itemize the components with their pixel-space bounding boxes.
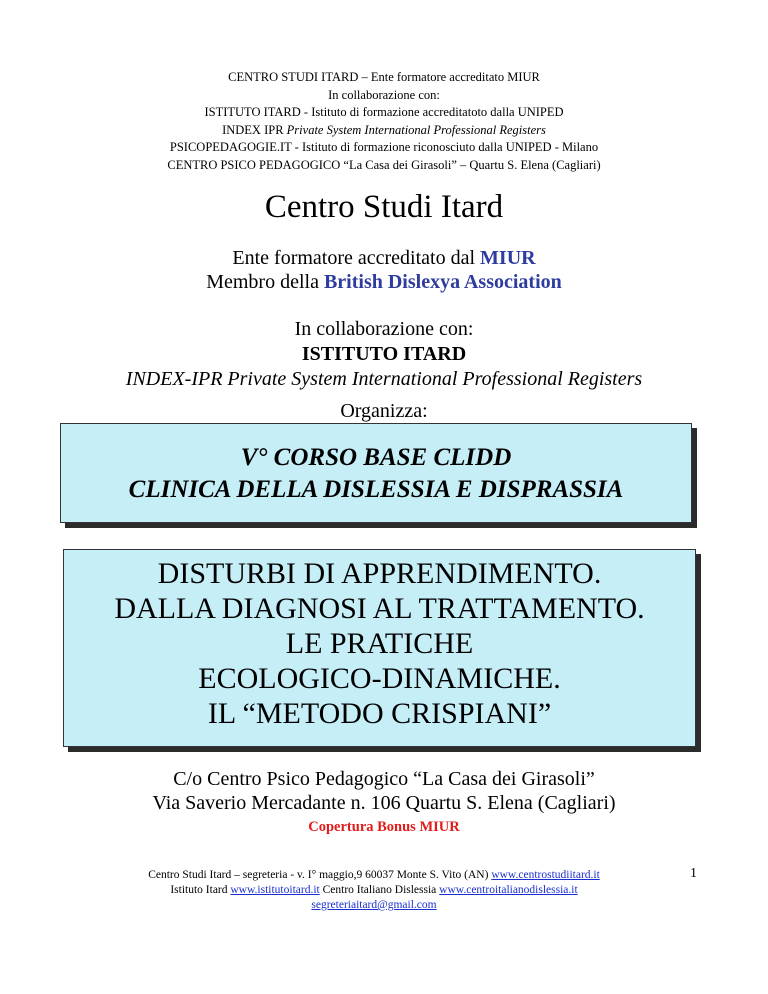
footer-address: Centro Studi Itard – segreteria - v. I° maggio,9 60037 Monte S. Vito (AN) xyxy=(148,869,492,881)
collaboration-block xyxy=(0,317,768,424)
subtitle-line xyxy=(0,246,768,270)
topic-text xyxy=(64,556,695,731)
venue-line: Via Saverio Mercadante n. 106 Quartu S. Elena (Cagliari) xyxy=(152,792,616,814)
topic-line: ECOLOGICO-DINAMICHE. xyxy=(198,662,561,695)
footer xyxy=(0,868,748,913)
topic-line: DISTURBI DI APPRENDIMENTO. xyxy=(157,557,602,590)
subtitle-line xyxy=(0,270,768,294)
header-line: PSICOPEDAGOGIE.IT - Istituto di formazione riconosciuto dalla UNIPED - Milano xyxy=(169,140,599,154)
subtitle-text: Ente formatore accreditato dal xyxy=(232,247,481,269)
footer-line xyxy=(0,883,748,898)
link-email[interactable]: segreteriaitard@gmail.com xyxy=(311,899,437,911)
course-text xyxy=(61,442,691,506)
footer-text: Centro Italiano Dislessia xyxy=(319,884,440,896)
header-line xyxy=(0,122,768,140)
collab-institute: ISTITUTO ITARD xyxy=(301,343,467,365)
course-line: CLINICA DELLA DISLESSIA E DISPRASSIA xyxy=(128,476,624,503)
header-block xyxy=(0,69,768,174)
header-line: ISTITUTO ITARD - Istituto di formazione accreditatoto dalla UNIPED xyxy=(204,105,564,119)
topic-box xyxy=(63,549,696,747)
header-line: CENTRO STUDI ITARD – Ente formatore accreditato MIUR xyxy=(228,70,540,84)
course-box xyxy=(60,423,692,523)
venue-line: C/o Centro Psico Pedagogico “La Casa dei Girasoli” xyxy=(173,768,595,790)
bonus-note: Copertura Bonus MIUR xyxy=(308,819,460,835)
header-line: CENTRO PSICO PEDAGOGICO “La Casa dei Girasoli” – Quartu S. Elena (Cagliari) xyxy=(167,157,601,172)
bda-highlight: British Dislexya Association xyxy=(323,271,562,293)
subtitle-block xyxy=(0,246,768,294)
topic-line: IL “METODO CRISPIANI” xyxy=(207,697,552,730)
miur-highlight: MIUR xyxy=(480,247,536,269)
page-number: 1 xyxy=(690,866,697,881)
collab-index: INDEX-IPR Private System International Professional Registers xyxy=(125,368,643,390)
header-line: In collaborazione con: xyxy=(328,87,440,102)
subtitle-text: Membro della xyxy=(206,271,324,293)
link-centrostudiitard[interactable]: www.centrostudiitard.it xyxy=(491,869,600,881)
link-centroitalianodislessia[interactable]: www.centroitalianodislessia.it xyxy=(439,884,578,896)
collab-intro: In collaborazione con: xyxy=(294,318,474,340)
topic-line: LE PRATICHE xyxy=(285,627,474,660)
footer-line xyxy=(0,868,748,883)
page-title: Centro Studi Itard xyxy=(264,189,504,225)
venue-block xyxy=(0,767,768,815)
header-index-label: INDEX IPR xyxy=(222,122,287,137)
footer-line xyxy=(0,898,748,913)
course-line: V° CORSO BASE CLIDD xyxy=(240,444,512,471)
link-istitutoitard[interactable]: www.istitutoitard.it xyxy=(230,884,320,896)
header-index-italic: Private System International Professional Registers xyxy=(286,122,546,137)
organizza-label: Organizza: xyxy=(340,400,428,422)
topic-line: DALLA DIAGNOSI AL TRATTAMENTO. xyxy=(114,592,645,625)
footer-text: Istituto Itard xyxy=(170,884,231,896)
